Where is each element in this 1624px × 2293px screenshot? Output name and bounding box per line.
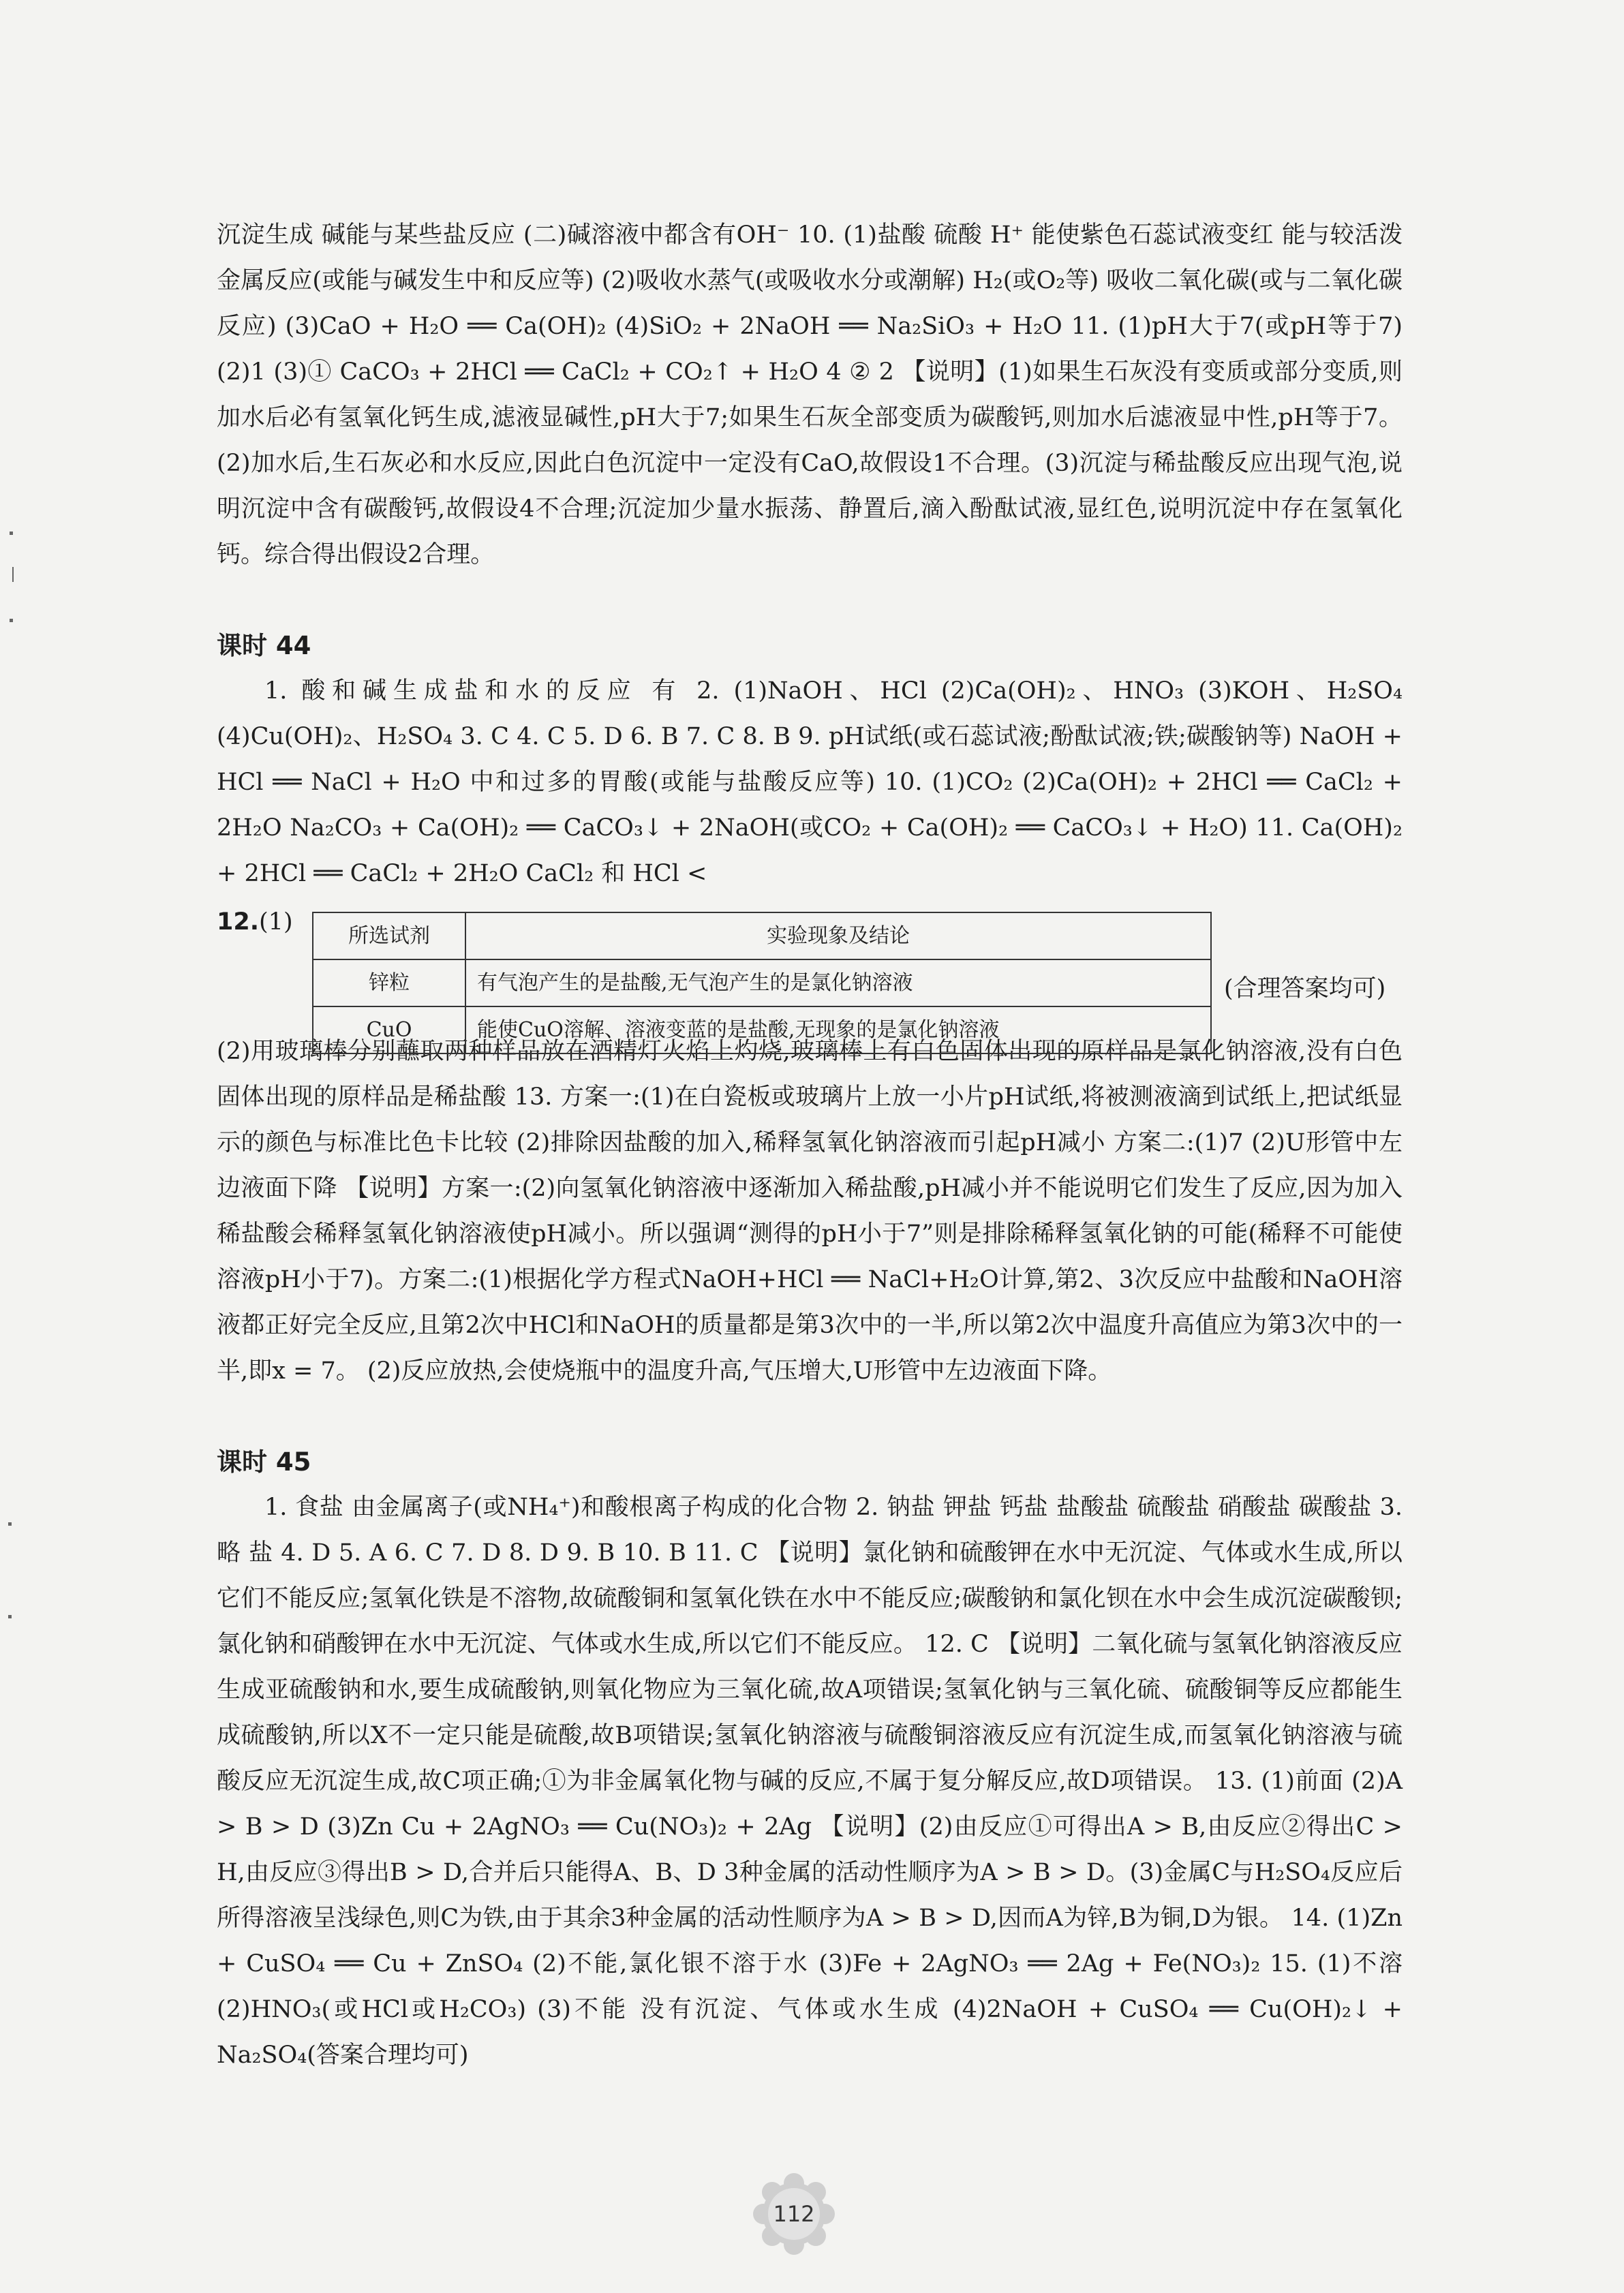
section-44-answers-continued: (2)用玻璃棒分别蘸取两种样品放在酒精灯火焰上灼烧,玻璃棒上有白色固体出现的原样品是氯化钠溶液,没有白色固体出现的原样品是稀盐酸 13. 方案一:(1)在白瓷板或玻璃片上放一小片pH试纸,将被测液滴到试纸上,把试纸显示的颜色与标准比色卡比较 (2)排除因盐酸的加入,稀释氢氧化钠溶液而引起pH减小 方案二:(1)7 (2)U形管中左边液面下降 【说明】方案一:(2)向氢氧化钠溶液中逐渐加入稀盐酸,pH减小并不能说明它们发生了反应,因为加入稀盐酸会稀释氢氧化钠溶液使pH减小。所以强调“测得的pH小于7”则是排除稀释氢氧化钠的可能(稀释不可能使溶液pH小于7)。方案二:(1)根据化学方程式NaOH+HCl ══ NaCl+H₂O计算,第2、3次反应中盐酸和NaOH溶液都正好完全反应,且第2次中HCl和NaOH的质量都是第3次中的一半,所以第2次中温度升高值应为第3次中的一半,即x = 7。 (2)反应放热,会使烧瓶中的温度升高,气压增大,U形管中左边液面下降。 xyxy=(217,1038,1403,1385)
scan-mark xyxy=(10,619,13,622)
scan-mark xyxy=(10,532,13,535)
answer-paragraph-continued: 沉淀生成 碱能与某些盐反应 (二)碱溶液中都含有OH⁻ 10. (1)盐酸 硫酸 H⁺ 能使紫色石蕊试液变红 能与较活泼金属反应(或能与碱发生中和反应等) (2)吸收水蒸气(或吸收水分或潮解) H₂(或O₂等) 吸收二氧化碳(或与二氧化碳反应) (3)CaO + H₂O ══ Ca(OH)₂ (4)SiO₂ + 2NaOH ══ Na₂SiO₃ + H₂O 11. (1)pH大于7(或pH等于7) (2)1 (3)① CaCO₃ + 2HCl ══ CaCl₂ + CO₂↑ + H₂O 4 ② 2 【说明】(1)如果生石灰没有变质或部分变质,则加水后必有氢氧化钙生成,滤液显碱性,pH大于7;如果生石灰全部变质为碳酸钙,则加水后滤液显中性,pH等于7。(2)加水后,生石灰必和水反应,因此白色沉淀中一定没有CaO,故假设1不合理。(3)沉淀与稀盐酸反应出现气泡,说明沉淀中含有碳酸钙,故假设4不合理;沉淀加少量水振荡、静置后,滴入酚酞试液,显红色,说明沉淀中存在氢氧化钙。综合得出假设2合理。 xyxy=(217,221,1403,568)
table-header-row xyxy=(313,912,1211,959)
table-cell-phenomenon: 能使CuO溶解、溶液变蓝的是盐酸,无现象的是氯化钠溶液 xyxy=(465,1006,1211,1053)
page-number: 112 xyxy=(773,2201,815,2227)
scan-mark xyxy=(8,1615,12,1618)
table-row xyxy=(313,959,1211,1006)
table-header-reagent: 所选试剂 xyxy=(313,912,465,959)
table-cell-phenomenon: 有气泡产生的是盐酸,无气泡产生的是氯化钠溶液 xyxy=(465,959,1211,1006)
page-content xyxy=(217,213,1403,2078)
question-12-note: (合理答案均可) xyxy=(1224,975,1386,1002)
section-title-45: 课时 45 xyxy=(217,1447,311,1477)
page-number-badge xyxy=(750,2170,838,2258)
table-header-phenomenon: 实验现象及结论 xyxy=(465,912,1211,959)
question-12-table-block xyxy=(217,899,1403,1042)
section-title-44: 课时 44 xyxy=(217,631,311,660)
section-45-answers: 1. 食盐 由金属离子(或NH₄⁺)和酸根离子构成的化合物 2. 钠盐 钾盐 钙盐 盐酸盐 硫酸盐 硝酸盐 碳酸盐 3. 略 盐 4. D 5. A 6. C 7. D 8. D 9. B 10. B 11. C 【说明】氯化钠和硫酸钾在水中无沉淀、气体或水生成,所以它们不能反应;氢氧化铁是不溶物,故硫酸铜和氢氧化铁在水中不能反应;碳酸钠和氯化钡在水中会生成沉淀碳酸钡;氯化钠和硝酸钾在水中无沉淀、气体或水生成,所以它们不能反应。 12. C 【说明】二氧化硫与氢氧化钠溶液反应生成亚硫酸钠和水,要生成硫酸钠,则氧化物应为三氧化硫,故A项错误;氢氧化钠与三氧化硫、硫酸铜等反应都能生成硫酸钠,所以X不一定只能是硫酸,故B项错误;氢氧化钠溶液与硫酸铜溶液反应有沉淀生成,而氢氧化钠溶液与硫酸反应无沉淀生成,故C项正确;①为非金属氧化物与碱的反应,不属于复分解反应,故D项错误。 13. (1)前面 (2)A > B > D (3)Zn Cu + 2AgNO₃ ══ Cu(NO₃)₂ + 2Ag 【说明】(2)由反应①可得出A > B,由反应②得出C > H,由反应③得出B > D,合并后只能得A、B、D 3种金属的活动性顺序为A > B > D。(3)金属C与H₂SO₄反应后所得溶液呈浅绿色,则C为铁,由于其余3种金属的活动性顺序为A > B > D,因而A为锌,B为铜,D为银。 14. (1)Zn + CuSO₄ ══ Cu + ZnSO₄ (2)不能,氯化银不溶于水 (3)Fe + 2AgNO₃ ══ 2Ag + Fe(NO₃)₂ 15. (1)不溶 (2)HNO₃(或HCl或H₂CO₃) (3)不能 没有沉淀、气体或水生成 (4)2NaOH + CuSO₄ ══ Cu(OH)₂↓ + Na₂SO₄(答案合理均可) xyxy=(217,1494,1403,2069)
scan-mark xyxy=(8,1522,12,1526)
question-number-12: 12. xyxy=(217,908,260,936)
table-cell-reagent: 锌粒 xyxy=(313,959,465,1006)
question-12-part: (1) xyxy=(259,908,293,936)
scan-mark xyxy=(12,567,14,582)
table-row xyxy=(313,1006,1211,1053)
table-cell-reagent: CuO xyxy=(313,1006,465,1053)
experiment-table xyxy=(312,912,1212,1054)
section-44-answers: 1. 酸和碱生成盐和水的反应 有 2. (1)NaOH、HCl (2)Ca(OH)₂、HNO₃ (3)KOH、H₂SO₄ (4)Cu(OH)₂、H₂SO₄ 3. C 4. C 5. D 6. B 7. C 8. B 9. pH试纸(或石蕊试液;酚酞试液;铁;碳酸钠等) NaOH + HCl ══ NaCl + H₂O 中和过多的胃酸(或能与盐酸反应等) 10. (1)CO₂ (2)Ca(OH)₂ + 2HCl ══ CaCl₂ + 2H₂O Na₂CO₃ + Ca(OH)₂ ══ CaCO₃↓ + 2NaOH(或CO₂ + Ca(OH)₂ ══ CaCO₃↓ + H₂O) 11. Ca(OH)₂ + 2HCl ══ CaCl₂ + 2H₂O CaCl₂ 和 HCl < xyxy=(217,677,1403,887)
